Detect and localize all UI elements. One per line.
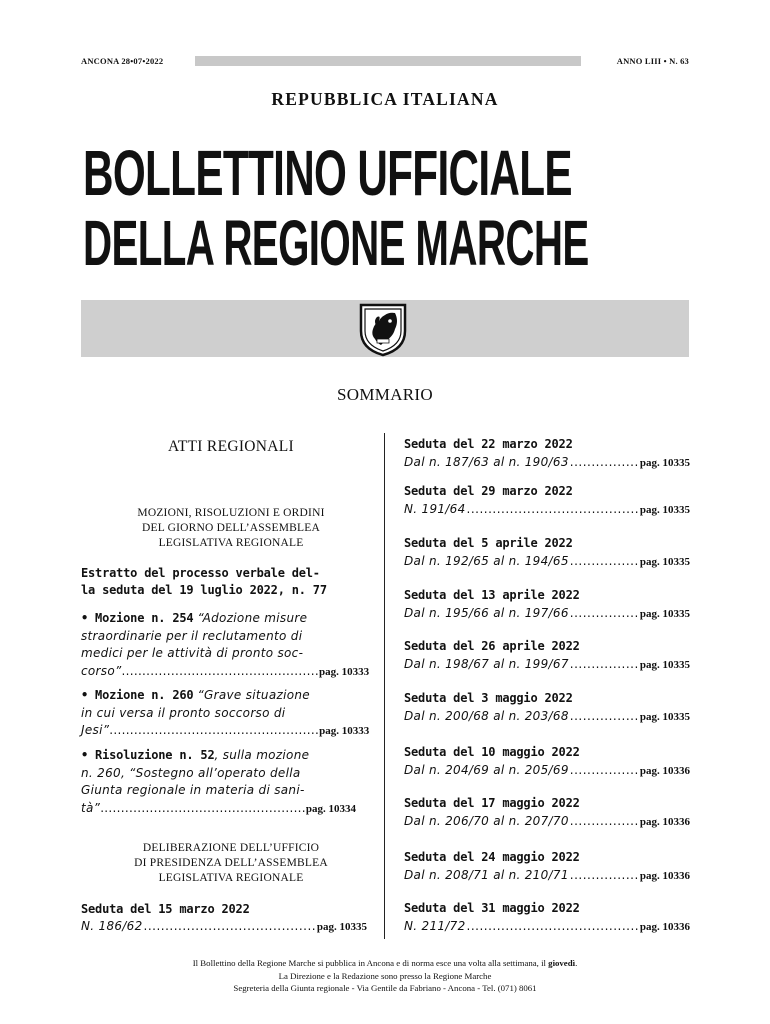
session-ref: Dal n. 206/70 al n. 207/70 bbox=[404, 814, 569, 828]
footer-line-1 bbox=[0, 957, 770, 970]
session-ref: N. 211/72 bbox=[404, 919, 466, 933]
leader-dots bbox=[570, 709, 639, 723]
toc-entry-session-ref[interactable] bbox=[404, 606, 690, 620]
toc-entry-mozione-260[interactable] bbox=[81, 687, 371, 741]
group-title-deliberazione bbox=[81, 841, 381, 886]
leader-dots bbox=[570, 814, 639, 828]
page-reference: pag. 10335 bbox=[639, 711, 690, 723]
page-reference: pag. 10335 bbox=[639, 504, 690, 516]
session-ref: Dal n. 198/67 al n. 199/67 bbox=[404, 657, 569, 671]
session-ref: Dal n. 204/69 al n. 205/69 bbox=[404, 763, 569, 777]
session-ref: Dal n. 208/71 al n. 210/71 bbox=[404, 868, 569, 882]
leader-dots: ................................................ bbox=[121, 663, 319, 678]
group-title-line: DELIBERAZIONE DELL’UFFICIO bbox=[142, 842, 320, 854]
bulletin-title-line2: DELLA REGIONE MARCHE bbox=[83, 207, 589, 279]
toc-entry-session-ref[interactable] bbox=[404, 919, 690, 933]
group-title-line: LEGISLATIVA REGIONALE bbox=[158, 537, 304, 549]
session-title: Seduta del 3 maggio 2022 bbox=[404, 691, 573, 705]
toc-entry-mozione-254[interactable] bbox=[81, 610, 371, 681]
page-reference: pag. 10335 bbox=[639, 556, 690, 568]
toc-entry-session-ref[interactable] bbox=[404, 763, 690, 777]
toc-entry-session-ref[interactable] bbox=[404, 502, 690, 516]
group-title-line: DEL GIORNO DELL’ASSEMBLEA bbox=[142, 522, 320, 534]
entry-kind: • Mozione n. 254 bbox=[81, 611, 194, 625]
entry-text: medici per le attività di pronto soc- bbox=[81, 646, 304, 660]
session-ref: N. 186/62 bbox=[81, 919, 143, 933]
footer-notice bbox=[0, 957, 770, 995]
session-title: Seduta del 26 aprile 2022 bbox=[404, 639, 580, 653]
leader-dots bbox=[467, 502, 639, 516]
footer-line-2: La Direzione e la Redazione sono presso la Regione Marche bbox=[278, 970, 492, 981]
masthead-top-bar bbox=[81, 55, 689, 68]
session-title: Seduta del 10 maggio 2022 bbox=[404, 745, 580, 759]
leader-dots bbox=[570, 606, 639, 620]
entry-text: “Grave situazione bbox=[197, 688, 310, 702]
entry-text: in cui versa il pronto soccorso di bbox=[81, 705, 286, 720]
page-reference: pag. 10334 bbox=[305, 802, 357, 815]
page-reference: pag. 10335 bbox=[639, 659, 690, 671]
entry-text: “Adozione misure bbox=[197, 611, 308, 625]
group-title-line: MOZIONI, RISOLUZIONI E ORDINI bbox=[137, 507, 325, 519]
toc-entry-session-ref[interactable] bbox=[404, 868, 690, 882]
republic-heading: REPUBBLICA ITALIANA bbox=[271, 89, 499, 109]
page-reference: pag. 10335 bbox=[316, 921, 367, 933]
page-reference: pag. 10336 bbox=[639, 765, 690, 777]
leader-dots bbox=[570, 657, 639, 671]
entry-text: Jesi” bbox=[81, 723, 110, 737]
session-title: Seduta del 13 aprile 2022 bbox=[404, 588, 580, 602]
toc-entry-session-ref[interactable] bbox=[404, 455, 690, 469]
page-reference: pag. 10336 bbox=[639, 816, 690, 828]
entry-text: n. 260, “Sostegno all’operato della bbox=[81, 765, 301, 780]
session-title: Seduta del 22 marzo 2022 bbox=[404, 437, 573, 451]
session-ref: Dal n. 200/68 al n. 203/68 bbox=[404, 709, 569, 723]
session-title: Seduta del 5 aprile 2022 bbox=[404, 536, 573, 550]
session-title: Seduta del 17 maggio 2022 bbox=[404, 796, 580, 810]
issue-date: ANCONA 28•07•2022 bbox=[81, 56, 164, 66]
toc-entry-session-ref[interactable] bbox=[404, 709, 690, 723]
page-reference: pag. 10335 bbox=[639, 457, 690, 469]
bulletin-title-line1: BOLLETTINO UFFICIALE bbox=[83, 137, 572, 209]
leader-dots: .................................................. bbox=[100, 800, 306, 815]
session-title: Seduta del 29 marzo 2022 bbox=[404, 484, 573, 498]
group-title-line: LEGISLATIVA REGIONALE bbox=[158, 872, 304, 884]
column-divider bbox=[384, 433, 385, 939]
entry-text: tà” bbox=[81, 800, 101, 815]
leader-dots bbox=[570, 763, 639, 777]
section-title-atti-regionali: ATTI REGIONALI bbox=[167, 438, 295, 455]
page-reference: pag. 10335 bbox=[639, 608, 690, 620]
page-reference: pag. 10336 bbox=[639, 921, 690, 933]
footer-text: . bbox=[575, 958, 578, 968]
toc-entry-session-ref[interactable] bbox=[404, 657, 690, 671]
summary-heading: SOMMARIO bbox=[337, 385, 433, 404]
page-reference: pag. 10336 bbox=[639, 870, 690, 882]
extract-title-line: Estratto del processo verbale del- bbox=[81, 566, 320, 580]
leader-dots bbox=[570, 868, 639, 882]
session-ref: Dal n. 195/66 al n. 197/66 bbox=[404, 606, 569, 620]
footer-line-3: Segreteria della Giunta regionale - Via Gentile da Fabriano - Ancona - Tel. (071) 8061 bbox=[233, 983, 537, 993]
toc-entry-session-ref[interactable] bbox=[81, 919, 367, 933]
entry-text: corso” bbox=[81, 663, 122, 678]
page-reference: pag. 10333 bbox=[319, 725, 370, 737]
footer-text: Il Bollettino della Regione Marche si pubblica in Ancona e di norma esce una volta alla settimana, il bbox=[192, 958, 549, 968]
toc-entry-session-ref[interactable] bbox=[404, 554, 690, 568]
session-ref: N. 191/64 bbox=[404, 502, 466, 516]
session-ref: Dal n. 187/63 al n. 190/63 bbox=[404, 455, 569, 469]
regional-coat-of-arms-icon bbox=[355, 301, 411, 357]
extract-title-line: la seduta del 19 luglio 2022, n. 77 bbox=[81, 583, 327, 597]
footer-day: giovedì bbox=[548, 958, 576, 968]
page-reference: pag. 10333 bbox=[318, 665, 370, 678]
toc-entry-session-ref[interactable] bbox=[404, 814, 690, 828]
entry-kind: • Mozione n. 260 bbox=[81, 688, 194, 702]
session-title: Seduta del 24 maggio 2022 bbox=[404, 850, 580, 864]
entry-text: Giunta regionale in materia di sani- bbox=[81, 783, 305, 797]
extract-title bbox=[81, 565, 381, 599]
leader-dots bbox=[570, 554, 639, 568]
toc-entry-risoluzione-52[interactable] bbox=[81, 747, 371, 818]
group-title-line: DI PRESIDENZA DELL’ASSEMBLEA bbox=[134, 857, 328, 869]
issue-number: ANNO LIII • N. 63 bbox=[616, 56, 689, 66]
leader-dots bbox=[144, 919, 316, 933]
entry-text: , sulla mozione bbox=[214, 748, 310, 762]
leader-dots bbox=[467, 919, 639, 933]
session-title: Seduta del 15 marzo 2022 bbox=[81, 902, 250, 916]
group-title-mozioni bbox=[81, 506, 381, 551]
leader-dots bbox=[570, 455, 639, 469]
leader-dots: ................................................... bbox=[109, 723, 320, 737]
session-ref: Dal n. 192/65 al n. 194/65 bbox=[404, 554, 569, 568]
session-title: Seduta del 31 maggio 2022 bbox=[404, 901, 580, 915]
entry-text: straordinarie per il reclutamento di bbox=[81, 628, 303, 643]
masthead-rule bbox=[195, 56, 581, 66]
entry-kind: • Risoluzione n. 52 bbox=[81, 748, 215, 762]
